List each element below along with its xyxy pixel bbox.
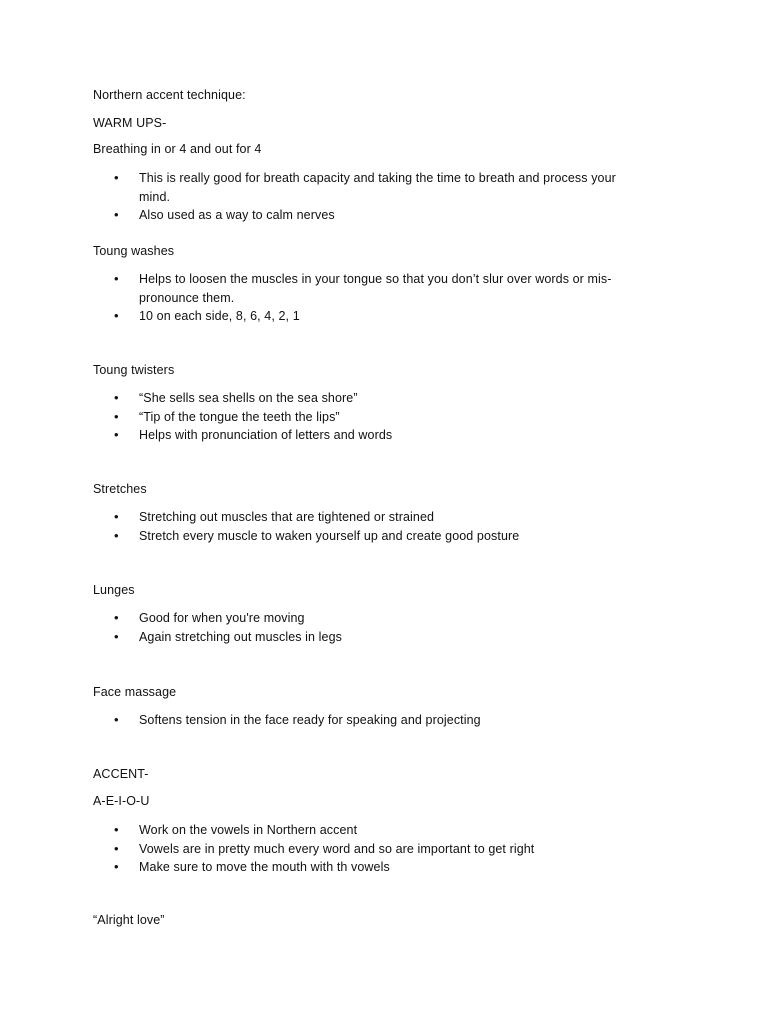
vowels-heading: A-E-I-O-U xyxy=(93,794,150,808)
closing-phrase: “Alright love” xyxy=(93,913,165,927)
lunges-heading: Lunges xyxy=(93,583,135,597)
toung-twisters-heading: Toung twisters xyxy=(93,363,175,377)
list-item: • Make sure to move the mouth with th vowels xyxy=(0,858,639,877)
stretches-heading: Stretches xyxy=(93,482,147,496)
list-item: • 10 on each side, 8, 6, 4, 2, 1 xyxy=(0,307,639,326)
list-item: • “She sells sea shells on the sea shore” xyxy=(0,389,639,408)
warmups-heading: WARM UPS- xyxy=(93,116,167,130)
stretches-list xyxy=(0,508,768,545)
list-item: • Stretching out muscles that are tightened or strained xyxy=(0,508,639,527)
document-title: Northern accent technique: xyxy=(93,88,246,102)
breathing-list xyxy=(0,169,768,225)
list-item: • This is really good for breath capacity and taking the time to breath and process your mind. xyxy=(0,169,639,206)
list-item: • Softens tension in the face ready for speaking and projecting xyxy=(0,711,639,730)
vowels-list xyxy=(0,821,768,877)
accent-heading: ACCENT- xyxy=(93,767,149,781)
toung-washes-heading: Toung washes xyxy=(93,244,175,258)
lunges-list xyxy=(0,609,768,646)
list-item: • Also used as a way to calm nerves xyxy=(0,206,639,225)
face-massage-list xyxy=(0,711,768,730)
list-item: • Helps with pronunciation of letters and words xyxy=(0,426,639,445)
toung-washes-list xyxy=(0,270,768,326)
list-item: • Vowels are in pretty much every word and so are important to get right xyxy=(0,840,639,859)
list-item: • Good for when you're moving xyxy=(0,609,639,628)
breathing-heading: Breathing in or 4 and out for 4 xyxy=(93,142,262,156)
list-item: • Again stretching out muscles in legs xyxy=(0,628,639,647)
toung-twisters-list xyxy=(0,389,768,445)
list-item: • Helps to loosen the muscles in your tongue so that you don’t slur over words or mis-pronounce them. xyxy=(0,270,639,307)
face-massage-heading: Face massage xyxy=(93,685,177,699)
list-item: • Stretch every muscle to waken yourself up and create good posture xyxy=(0,527,639,546)
list-item: • “Tip of the tongue the teeth the lips” xyxy=(0,408,639,427)
list-item: • Work on the vowels in Northern accent xyxy=(0,821,639,840)
